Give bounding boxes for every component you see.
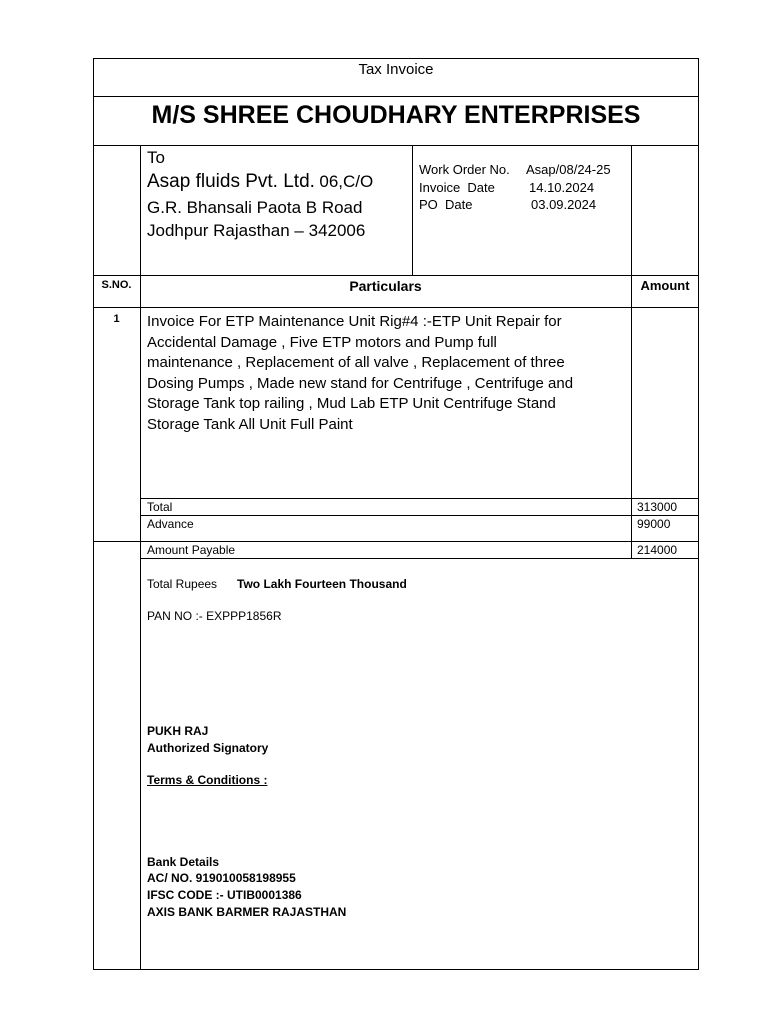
rule-sno-col xyxy=(140,145,141,970)
rule-address-col xyxy=(412,145,413,275)
rule-company xyxy=(93,145,699,146)
description-line: maintenance , Replacement of all valve , Replacement of three xyxy=(147,354,565,372)
description-line: Storage Tank All Unit Full Paint xyxy=(147,415,353,433)
to-label: To xyxy=(147,148,165,167)
rule-header-top xyxy=(93,275,699,276)
total-rupees-words: Two Lakh Fourteen Thousand xyxy=(237,577,407,591)
company-name: M/S SHREE CHOUDHARY ENTERPRISES xyxy=(151,101,641,129)
description-line: Invoice For ETP Maintenance Unit Rig#4 :-ETP Unit Repair for xyxy=(147,313,562,330)
col-header-particulars: Particulars xyxy=(349,278,422,294)
row-sno: 1 xyxy=(113,313,120,325)
customer-name: Asap fluids Pvt. Ltd. xyxy=(147,171,315,192)
signatory-name: PUKH RAJ xyxy=(147,724,209,738)
bank-ifsc: IFSC CODE :- UTIB0001386 xyxy=(147,888,302,902)
description-line: Accidental Damage , Five ETP motors and Pump full xyxy=(147,333,497,351)
bank-name: AXIS BANK BARMER RAJASTHAN xyxy=(147,905,347,919)
pan-number: PAN NO :- EXPPP1856R xyxy=(147,609,282,623)
po-date-label: PO Date xyxy=(419,197,473,212)
work-order-value: Asap/08/24-25 xyxy=(526,162,611,177)
invoice-date-label: Invoice Date xyxy=(419,180,495,195)
customer-addr-suffix: 06,C/O xyxy=(319,172,374,191)
terms-heading: Terms & Conditions : xyxy=(147,773,268,787)
bank-heading: Bank Details xyxy=(147,855,220,869)
invoice-date-value: 14.10.2024 xyxy=(529,180,595,195)
doc-type-title: Tax Invoice xyxy=(358,61,434,78)
rule-amount-col xyxy=(631,275,632,558)
col-header-sno: S.NO. xyxy=(101,279,132,291)
col-header-amount: Amount xyxy=(640,278,690,293)
rule-total-top xyxy=(140,498,699,499)
work-order-label: Work Order No. xyxy=(419,162,510,177)
total-rupees-label: Total Rupees xyxy=(147,577,218,591)
customer-addr-2: G.R. Bhansali Paota B Road xyxy=(147,198,363,217)
customer-addr-3: Jodhpur Rajasthan – 342006 xyxy=(147,221,366,240)
rule-amount-col-upper xyxy=(631,145,632,275)
description-line: Storage Tank top railing , Mud Lab ETP Unit Centrifuge Stand xyxy=(147,395,556,413)
customer-line-1 xyxy=(147,171,373,193)
row-description xyxy=(147,312,573,436)
po-date-value: 03.09.2024 xyxy=(531,197,597,212)
rule-header-bottom xyxy=(93,307,699,308)
bank-account: AC/ NO. 919010058198955 xyxy=(147,871,296,885)
total-label: Total xyxy=(147,500,173,514)
invoice-frame xyxy=(93,58,699,970)
description-line: Dosing Pumps , Made new stand for Centrifuge , Centrifuge and xyxy=(147,374,574,392)
rule-payable-bottom xyxy=(140,558,699,559)
rule-advance-bottom xyxy=(93,541,699,542)
advance-value: 99000 xyxy=(637,517,671,531)
rule-advance-top xyxy=(140,515,699,516)
payable-label: Amount Payable xyxy=(147,543,236,557)
advance-label: Advance xyxy=(147,517,194,531)
signatory-title: Authorized Signatory xyxy=(147,741,269,755)
rule-title xyxy=(93,96,699,97)
payable-value: 214000 xyxy=(637,543,678,557)
total-value: 313000 xyxy=(637,500,678,514)
